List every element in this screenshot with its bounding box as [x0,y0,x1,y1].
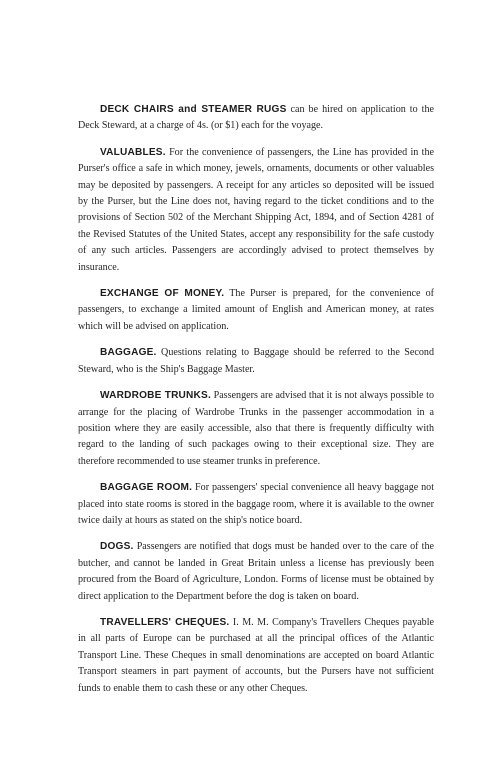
section-baggage [78,345,434,378]
section-heading: TRAVELLERS' CHEQUES. [100,616,230,628]
section-heading: VALUABLES. [100,146,166,158]
section-heading: DECK CHAIRS and STEAMER RUGS [100,104,287,115]
section-body: For the convenience of passengers, the Line has provided in the Purser's office a safe in which money, jewels, ornaments, documents or other valuables may be deposited by passengers. A receipt for any articles so deposited will be issued by the Purser, but the Line does not, having regard to the ticket conditions and to the provisions of Section 502 of the Merchant Shipping Act, 1894, and of Section 4281 of the Revised Statutes of the United States, accept any responsibility for the safe custody of any such articles. Passengers are accordingly advised to protect themselves by insurance. [78,146,434,273]
section-body: can be hired on application to the Deck Steward, at a charge of 4s. (or $1) each for the voyage. [78,104,435,132]
section-body: For passengers' special convenience all heavy baggage not placed into state rooms is stored in the baggage room, where it is available to the owner twice daily at hours as stated on the ship's notice board. [78,482,435,526]
section-baggage-room [78,480,434,529]
section-body: I. M. M. Company's Travellers Cheques payable in all parts of Europe can be purchased at all the principal offices of the Atlantic Transport Line. These Cheques in small denominations are accepted on board Atlantic Transport steamers in part payment of accounts, but the Pursers have not sufficient funds to enable them to cash these or any other Cheques. [78,616,434,694]
section-heading: BAGGAGE ROOM. [100,482,193,494]
section-travellers-cheques [78,615,434,697]
section-body: Questions relating to Baggage should be referred to the Second Steward, who is the Ship's Baggage Master. [78,347,434,375]
section-body: The Purser is prepared, for the convenience of passengers, to exchange a limited amount of English and American money, at rates which will be advised on application. [78,288,434,332]
section-heading: EXCHANGE OF MONEY. [100,288,225,300]
section-heading: BAGGAGE. [100,347,157,359]
section-deck-chairs [78,102,434,135]
section-dogs [78,539,434,605]
section-heading: DOGS. [100,541,134,553]
section-body: Passengers are notified that dogs must be handed over to the care of the butcher, and cannot be landed in Great Britain unless a license has previously been procured from the Board of Agriculture, London. Forms of license must be obtained by direct application to the Department before the dog is taken on board. [78,541,434,602]
section-exchange-of-money [78,286,434,335]
section-wardrobe-trunks [78,388,434,470]
section-valuables [78,145,434,276]
section-body: Passengers are advised that it is not always possible to arrange for the placing of Wardrobe Trunks in the passenger accommodation in a position where they are easily accessible, also that there is frequently difficulty with regard to the landing of such packages owing to their exceptional size. They are therefore recommended to use steamer trunks in preference. [78,390,434,467]
section-heading: WARDROBE TRUNKS. [100,390,211,402]
